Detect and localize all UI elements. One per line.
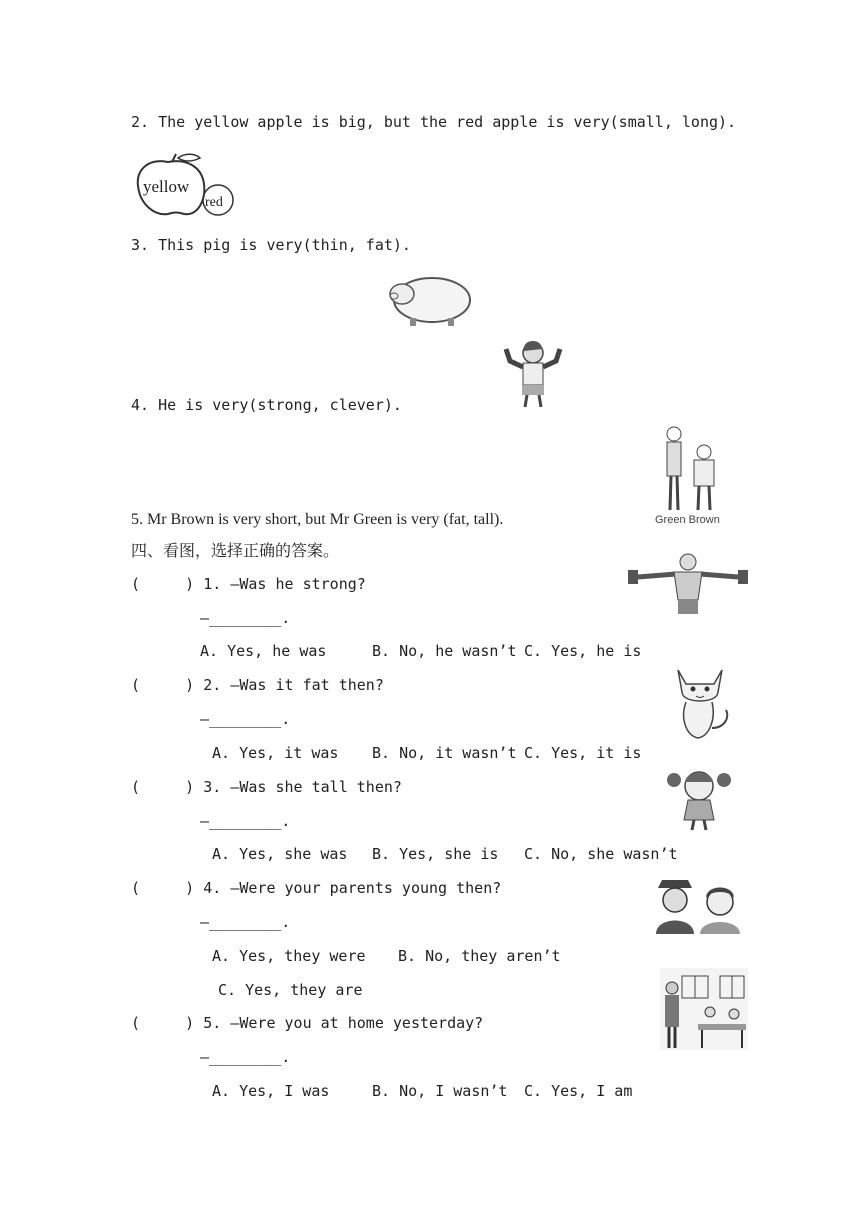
apples-image	[134, 152, 238, 218]
option-2b[interactable]: B. No, it wasn’t	[372, 744, 517, 762]
pig-image	[380, 272, 476, 328]
option-1c[interactable]: C. Yes, he is	[524, 642, 642, 660]
mc-question-1: ( ) 1. —Was he strong?	[131, 575, 366, 593]
apple-label-yellow: yellow	[143, 177, 190, 196]
option-2c[interactable]: C. Yes, it is	[524, 744, 642, 762]
option-5c[interactable]: C. Yes, I am	[524, 1082, 633, 1100]
answer-blank-2: —________.	[200, 710, 291, 728]
option-1a[interactable]: A. Yes, he was	[200, 642, 327, 660]
option-1b[interactable]: B. No, he wasn’t	[372, 642, 517, 660]
answer-blank-4: —________.	[200, 913, 291, 931]
classroom-image	[660, 968, 748, 1050]
answer-blank-1: —________.	[200, 609, 291, 627]
cat-image	[668, 662, 734, 742]
option-3b[interactable]: B. Yes, she is	[372, 845, 499, 863]
option-3a[interactable]: A. Yes, she was	[212, 845, 348, 863]
option-5a[interactable]: A. Yes, I was	[212, 1082, 330, 1100]
section-4-heading: 四、看图，选择正确的答案。	[131, 541, 340, 560]
mc-question-5: ( ) 5. —Were you at home yesterday?	[131, 1014, 484, 1032]
apple-label-red: red	[205, 195, 223, 210]
green-brown-image	[652, 422, 732, 528]
parents-image	[652, 876, 746, 934]
girl-image	[664, 766, 734, 834]
green-brown-caption: Green Brown	[655, 514, 720, 526]
option-2a[interactable]: A. Yes, it was	[212, 744, 339, 762]
mc-question-3: ( ) 3. —Was she tall then?	[131, 778, 402, 796]
question-4-text: 4. He is very(strong, clever).	[131, 396, 402, 414]
question-3-text: 3. This pig is very(thin, fat).	[131, 236, 411, 254]
answer-blank-5: —________.	[200, 1048, 291, 1066]
option-5b[interactable]: B. No, I wasn’t	[372, 1082, 508, 1100]
mc-question-2: ( ) 2. —Was it fat then?	[131, 676, 384, 694]
option-4b[interactable]: B. No, they aren’t	[398, 947, 561, 965]
answer-blank-3: —________.	[200, 812, 291, 830]
mc-question-4: ( ) 4. —Were your parents young then?	[131, 879, 502, 897]
strong-boy-image	[500, 337, 566, 411]
bodybuilder-image	[626, 552, 750, 618]
question-2-text: 2. The yellow apple is big, but the red apple is very(small, long).	[131, 113, 737, 131]
option-3c[interactable]: C. No, she wasn’t	[524, 845, 678, 863]
option-4a[interactable]: A. Yes, they were	[212, 947, 366, 965]
question-5-text: 5. Mr Brown is very short, but Mr Green is very (fat, tall).	[131, 511, 504, 528]
option-4c[interactable]: C. Yes, they are	[218, 981, 363, 999]
